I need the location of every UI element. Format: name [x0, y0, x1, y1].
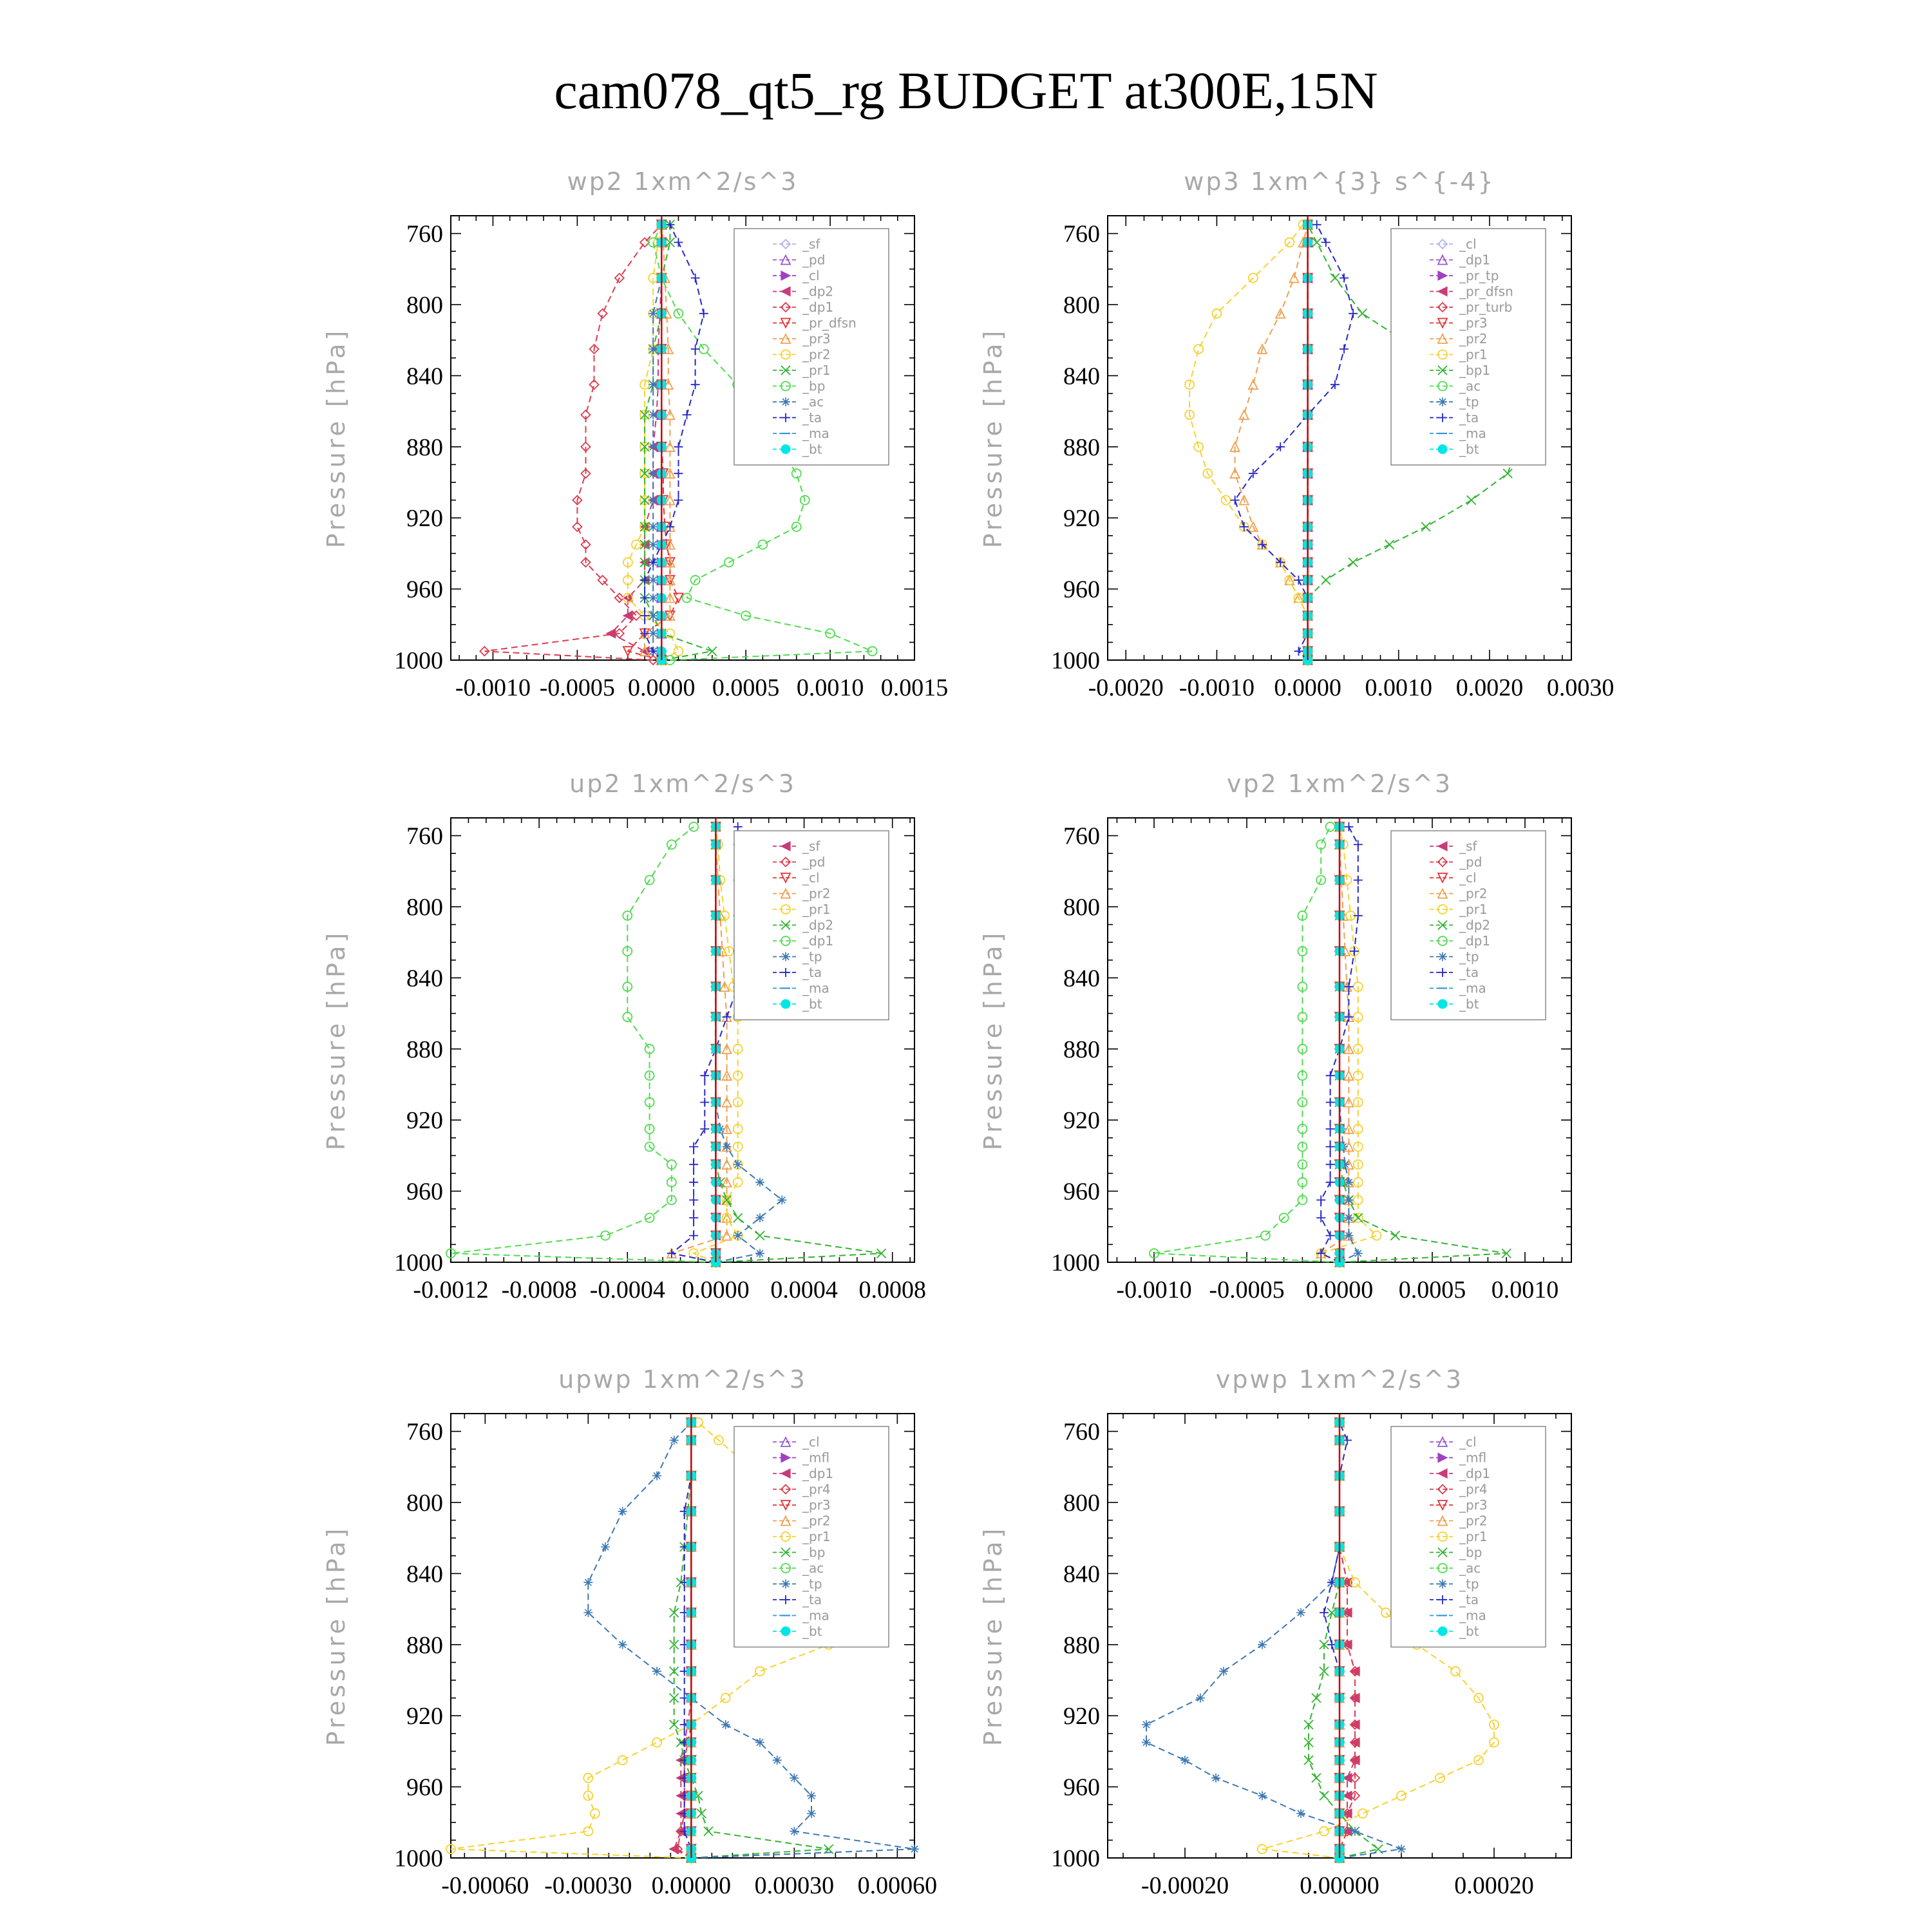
data-point-tp [1397, 1844, 1406, 1853]
legend-label: _pr1 [1459, 346, 1488, 363]
legend-label: _bt [802, 996, 822, 1012]
legend-label: _ac [1459, 378, 1481, 394]
y-tick-label: 840 [406, 363, 443, 390]
data-point-tp [1196, 1694, 1205, 1703]
data-point-ac [649, 522, 658, 531]
data-point-ac [649, 380, 658, 389]
x-tick-label: 0.0010 [796, 674, 864, 701]
data-point-tp [1296, 1608, 1305, 1617]
legend-label: _ta [1459, 965, 1479, 980]
legend-marker [1438, 397, 1447, 406]
legend-label: _tp [802, 949, 822, 965]
data-point-tp [755, 1213, 764, 1222]
legend-label: _tp [1459, 949, 1479, 965]
legend-label: _pr4 [802, 1481, 831, 1497]
legend-marker [1438, 952, 1447, 961]
legend-label: _pr_dfsn [1459, 283, 1513, 299]
legend [734, 831, 889, 1020]
y-tick-label: 1000 [394, 647, 443, 674]
data-point-ac [649, 611, 658, 620]
data-point-ac [649, 309, 658, 318]
x-tick-label: 0.0010 [1365, 674, 1433, 701]
data-point-tp [1296, 1809, 1305, 1818]
y-tick-label: 920 [1063, 1703, 1100, 1730]
data-point-tp [807, 1791, 816, 1800]
panel-title: wp2 1xm^2/s^3 [567, 167, 799, 196]
x-tick-label: 0.00000 [1300, 1872, 1379, 1899]
panel-title: vpwp 1xm^2/s^3 [1215, 1365, 1464, 1394]
y-tick-label: 800 [406, 894, 443, 921]
y-tick-label: 880 [1063, 1631, 1100, 1659]
data-point-tp [652, 1667, 661, 1676]
data-point-tp [790, 1827, 799, 1836]
data-point-tp [721, 1720, 730, 1729]
legend-label: _tp [1459, 394, 1479, 410]
legend-label: _bp [802, 1544, 826, 1560]
y-tick-label: 1000 [394, 1249, 443, 1276]
y-tick-label: 760 [1063, 1418, 1100, 1446]
legend-label: _ta [1459, 410, 1479, 426]
y-tick-label: 920 [406, 1107, 443, 1135]
y-tick-label: 840 [1063, 965, 1100, 992]
x-tick-label: 0.00060 [857, 1872, 938, 1899]
legend-label: _cl [802, 870, 820, 886]
legend-label: _pr2 [802, 886, 831, 902]
y-tick-label: 800 [1063, 292, 1100, 319]
y-tick-label: 960 [1063, 1774, 1100, 1801]
legend-label: _bt [802, 1624, 822, 1639]
legend-label: _ma [1459, 980, 1486, 996]
legend-label: _pr3 [802, 1497, 831, 1513]
legend-marker [781, 445, 790, 454]
legend-label: _dp1 [802, 299, 834, 315]
legend-label: _ma [802, 980, 829, 996]
legend-label: _ac [802, 394, 824, 410]
data-point-tp [1211, 1774, 1220, 1783]
x-tick-label: -0.0010 [455, 674, 531, 701]
legend-label: _pr1 [802, 902, 831, 917]
legend-label: _dp1 [1459, 933, 1491, 949]
legend-label: _pr1 [1459, 902, 1488, 917]
legend-label: _pr_turb [1459, 299, 1513, 315]
legend-marker [781, 999, 790, 1009]
x-tick-label: 0.0030 [1546, 674, 1615, 701]
legend-label: _pr3 [1459, 315, 1488, 331]
x-tick-label: 0.0010 [1491, 1276, 1559, 1303]
x-tick-label: 0.0005 [1398, 1276, 1466, 1303]
y-tick-label: 760 [406, 220, 443, 248]
legend [1391, 1426, 1546, 1647]
y-tick-label: 920 [1063, 505, 1100, 533]
x-tick-label: -0.0010 [1179, 674, 1255, 701]
data-point-ac [649, 496, 658, 505]
legend-label: _bp [1459, 1544, 1482, 1560]
x-tick-label: 0.0000 [682, 1276, 750, 1303]
data-point-ac [649, 593, 658, 602]
y-tick-label: 800 [1063, 1490, 1100, 1517]
data-point-tp [807, 1809, 816, 1818]
legend-label: _pd [1459, 854, 1482, 870]
data-point-ac [649, 442, 658, 451]
legend-label: _sf [802, 838, 820, 854]
panel-title: wp3 1xm^{3} s^{-4} [1184, 167, 1495, 196]
legend [734, 1426, 889, 1647]
legend-label: _dp1 [802, 1466, 834, 1481]
legend-label: _pr2 [1459, 1513, 1488, 1529]
data-point-tp [652, 1472, 661, 1481]
y-tick-label: 840 [1063, 1560, 1100, 1588]
legend-marker [781, 1580, 790, 1589]
legend-label: _pr2 [802, 346, 831, 363]
data-point-tp [910, 1844, 919, 1853]
x-tick-label: 0.00030 [754, 1872, 835, 1899]
legend-label: _ta [802, 1592, 822, 1607]
legend-label: _mfl [1459, 1450, 1487, 1466]
y-tick-label: 840 [406, 1560, 443, 1588]
y-tick-label: 920 [406, 505, 443, 533]
data-point-tp [583, 1608, 592, 1617]
data-point-ac [649, 469, 658, 478]
legend-label: _cl [802, 268, 820, 283]
x-tick-label: 0.00000 [651, 1872, 732, 1899]
legend-label: _ac [802, 1560, 824, 1576]
data-point-tp [1258, 1640, 1267, 1649]
x-tick-label: 0.0020 [1455, 674, 1524, 701]
legend-label: _pr2 [802, 1513, 831, 1529]
data-point-tp [1354, 1249, 1363, 1258]
y-axis-label: Pressure [hPa] [322, 929, 350, 1151]
data-point-tp [755, 1738, 764, 1747]
y-tick-label: 760 [1063, 220, 1100, 248]
data-point-ac [649, 629, 658, 638]
data-point-ac [649, 576, 658, 585]
legend-label: _pr2 [1459, 331, 1488, 346]
y-tick-label: 960 [406, 1774, 443, 1801]
y-tick-label: 840 [406, 965, 443, 992]
legend-label: _cl [1459, 870, 1477, 886]
legend-label: _cl [1459, 236, 1477, 252]
data-point-tp [1219, 1667, 1228, 1676]
data-point-tp [1180, 1756, 1189, 1765]
data-point-tp [755, 1178, 764, 1187]
legend-label: _pr1 [1459, 1529, 1488, 1544]
x-tick-label: -0.00060 [441, 1872, 529, 1899]
legend-label: _sf [802, 236, 820, 252]
x-tick-label: 0.0004 [770, 1276, 838, 1303]
y-tick-label: 1000 [394, 1845, 443, 1872]
y-tick-label: 960 [1063, 576, 1100, 603]
data-point-ac [649, 410, 658, 419]
legend-marker [1438, 1627, 1447, 1636]
y-tick-label: 800 [406, 292, 443, 319]
legend-label: _ta [1459, 1592, 1479, 1607]
panel-title: up2 1xm^2/s^3 [569, 770, 796, 798]
legend-label: _ta [802, 410, 822, 426]
legend-marker [781, 952, 790, 961]
y-tick-label: 880 [406, 1036, 443, 1063]
legend-label: _bp [802, 378, 826, 394]
x-tick-label: -0.0012 [413, 1276, 489, 1303]
y-tick-label: 760 [406, 822, 443, 850]
y-axis-label: Pressure [hPa] [979, 1525, 1007, 1747]
legend-label: _sf [1459, 838, 1477, 854]
data-point-tp [734, 1160, 743, 1169]
data-point-tp [1344, 1195, 1353, 1204]
y-tick-label: 800 [1063, 894, 1100, 921]
data-point-tp [1344, 1213, 1353, 1222]
legend-label: _ac [1459, 1560, 1481, 1576]
y-tick-label: 1000 [1051, 1249, 1100, 1276]
y-tick-label: 880 [1063, 433, 1100, 461]
y-axis-label: Pressure [hPa] [322, 327, 350, 549]
legend-label: _pr3 [802, 331, 831, 346]
data-point-ac [649, 540, 658, 549]
y-tick-label: 1000 [1051, 1845, 1100, 1872]
data-point-tp [670, 1435, 679, 1444]
legend-marker [1438, 999, 1447, 1009]
data-point-tp [777, 1195, 786, 1204]
legend-marker [1438, 1580, 1447, 1589]
legend-label: _bt [802, 441, 822, 457]
legend-label: _tp [1459, 1576, 1479, 1592]
legend-label: _pr_tp [1459, 268, 1499, 283]
y-tick-label: 760 [1063, 822, 1100, 850]
legend-label: _dp1 [1459, 252, 1491, 268]
y-tick-label: 880 [406, 433, 443, 461]
legend-label: _pd [802, 854, 826, 870]
y-tick-label: 960 [406, 1178, 443, 1206]
x-tick-label: -0.0005 [539, 674, 615, 701]
legend-label: _ma [1459, 426, 1486, 441]
y-tick-label: 880 [1063, 1036, 1100, 1063]
x-tick-label: -0.00020 [1141, 1872, 1229, 1899]
x-tick-label: 0.0000 [1305, 1276, 1374, 1303]
x-tick-label: 0.0000 [628, 674, 696, 701]
data-point-tp [755, 1249, 764, 1258]
legend-label: _pr_dfsn [802, 315, 857, 331]
y-axis-label: Pressure [hPa] [979, 327, 1007, 549]
y-tick-label: 960 [1063, 1178, 1100, 1206]
legend [1391, 831, 1546, 1020]
x-tick-label: -0.0008 [501, 1276, 577, 1303]
legend-label: _dp1 [1459, 1466, 1491, 1481]
legend-label: _bp1 [1459, 363, 1491, 378]
x-tick-label: 0.0005 [712, 674, 780, 701]
y-tick-label: 1000 [1051, 647, 1100, 674]
y-tick-label: 840 [1063, 363, 1100, 390]
data-point-tp [1142, 1738, 1151, 1747]
y-tick-label: 960 [406, 576, 443, 603]
data-point-tp [583, 1578, 592, 1587]
data-point-tp [1344, 1231, 1353, 1240]
legend-marker [781, 397, 790, 406]
x-tick-label: 0.0008 [858, 1276, 926, 1303]
legend-label: _dp2 [802, 917, 834, 933]
legend-label: _cl [802, 1434, 820, 1450]
data-point-tp [723, 1142, 732, 1151]
legend-label: _pr1 [802, 363, 831, 378]
x-tick-label: -0.0004 [589, 1276, 665, 1303]
x-tick-label: 0.0000 [1274, 674, 1341, 701]
legend-label: _cl [1459, 1434, 1477, 1450]
legend-label: _pr2 [1459, 886, 1488, 902]
data-point-tp [773, 1756, 782, 1765]
legend [1391, 229, 1546, 465]
data-point-tp [618, 1507, 627, 1516]
legend [734, 229, 889, 465]
x-tick-label: -0.0010 [1116, 1276, 1192, 1303]
y-axis-label: Pressure [hPa] [979, 929, 1007, 1151]
x-tick-label: -0.0005 [1209, 1276, 1285, 1303]
legend-label: _pr1 [802, 1529, 831, 1544]
x-tick-label: 0.0015 [880, 674, 949, 701]
legend-label: _ma [802, 426, 829, 441]
legend-label: _pd [802, 252, 826, 268]
legend-label: _bt [1459, 1624, 1479, 1639]
data-point-tp [618, 1640, 627, 1649]
y-axis-label: Pressure [hPa] [322, 1525, 350, 1747]
data-point-tp [790, 1774, 799, 1783]
data-point-tp [1350, 1827, 1359, 1836]
data-point-tp [1344, 1178, 1353, 1187]
legend-label: _tp [802, 1576, 822, 1592]
data-point-tp [1258, 1791, 1267, 1800]
data-point-tp [1142, 1720, 1151, 1729]
panel-title: vp2 1xm^2/s^3 [1226, 770, 1453, 798]
data-point-ac [649, 345, 658, 354]
data-point-tp [601, 1542, 610, 1551]
legend-label: _mfl [802, 1450, 830, 1466]
legend-label: _bt [1459, 441, 1479, 457]
legend-label: _ta [802, 965, 822, 980]
legend-label: _ma [802, 1607, 829, 1624]
legend-label: _dp2 [802, 283, 834, 299]
legend-label: _dp1 [802, 933, 834, 949]
y-tick-label: 760 [406, 1418, 443, 1446]
y-tick-label: 800 [406, 1490, 443, 1517]
panel-title: upwp 1xm^2/s^3 [558, 1365, 807, 1394]
data-point-tp [734, 1231, 743, 1240]
legend-label: _bt [1459, 996, 1479, 1012]
legend-label: _ma [1459, 1607, 1486, 1624]
legend-marker [1438, 445, 1447, 454]
y-tick-label: 880 [406, 1631, 443, 1659]
legend-marker [781, 1627, 790, 1636]
legend-label: _dp2 [1459, 917, 1491, 933]
figure-title: cam078_qt5_rg BUDGET at300E,15N [554, 61, 1378, 120]
x-tick-label: -0.0020 [1088, 674, 1164, 701]
legend-label: _pr4 [1459, 1481, 1488, 1497]
legend-label: _pr3 [1459, 1497, 1488, 1513]
x-tick-label: -0.00030 [544, 1872, 632, 1899]
y-tick-label: 920 [406, 1703, 443, 1730]
x-tick-label: 0.00020 [1454, 1872, 1534, 1899]
y-tick-label: 920 [1063, 1107, 1100, 1135]
